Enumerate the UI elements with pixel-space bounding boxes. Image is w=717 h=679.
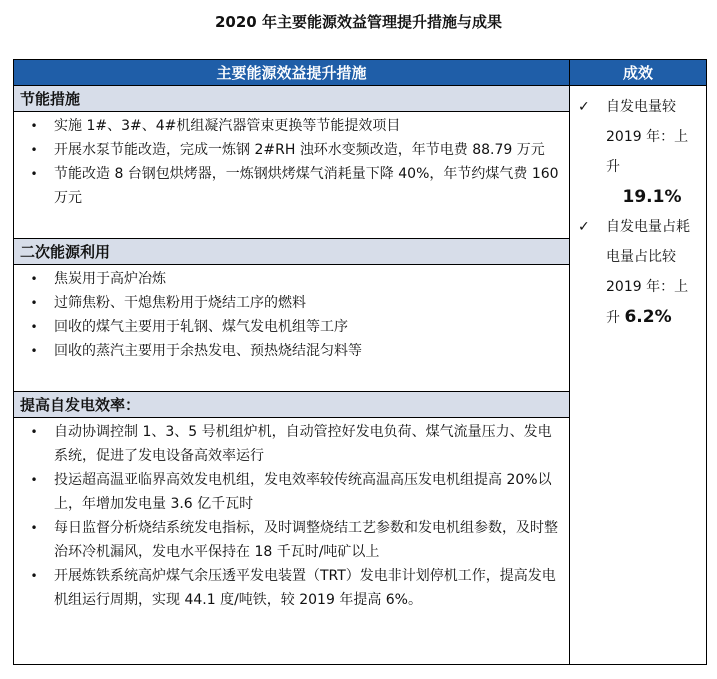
result-text: 自发电量较 2019 年：上升 xyxy=(606,99,689,175)
document-title: 2020 年主要能源效益管理提升措施与成果 xyxy=(215,13,502,31)
bullet-icon: • xyxy=(30,319,38,334)
check-icon: ✓ xyxy=(578,219,590,235)
list-item: • 每日监督分析烧结系统发电指标，及时调整烧结工艺参数和发电机组参数，及时整治环冷机漏风，发电水平保持在 18 千瓦时/吨矿以上 xyxy=(14,516,563,564)
result-text: 自发电量占耗电量占比较 2019 年：上升 xyxy=(606,219,690,326)
list-item: • 回收的蒸汽主要用于余热发电、预热烧结混匀料等 xyxy=(14,339,563,363)
result-item xyxy=(578,92,698,212)
result-value: 19.1% xyxy=(622,187,682,207)
list-item: • 开展水泵节能改造，完成一炼钢 2#RH 浊环水变频改造，年节电费 88.79 万元 xyxy=(14,138,563,162)
bullet-icon: • xyxy=(30,424,38,439)
list-item: • 实施 1#、3#、4#机组凝汽器管束更换等节能提效项目 xyxy=(14,114,563,138)
measures-results-table xyxy=(13,59,707,665)
bullet-icon: • xyxy=(30,343,38,358)
section-items-energy-saving xyxy=(14,112,570,239)
header-measures: 主要能源效益提升措施 xyxy=(14,60,570,86)
list-item: • 回收的煤气主要用于轧钢、煤气发电机组等工序 xyxy=(14,315,563,339)
result-value: 6.2% xyxy=(624,307,672,327)
section-items-secondary-energy xyxy=(14,264,570,391)
section-heading-secondary-energy: 二次能源利用 xyxy=(14,238,570,264)
list-item: • 自动协调控制 1、3、5 号机组炉机，自动管控好发电负荷、煤气流量压力、发电系统，促进了发电设备高效率运行 xyxy=(14,420,563,468)
bullet-icon: • xyxy=(30,520,38,535)
list-item: • 节能改造 8 台钢包烘烤器，一炼钢烘烤煤气消耗量下降 40%，年节约煤气费 160 万元 xyxy=(14,162,563,210)
check-icon: ✓ xyxy=(578,99,590,115)
section-row xyxy=(14,86,707,112)
bullet-icon: • xyxy=(30,119,38,133)
list-item: • 投运超高温亚临界高效发电机组，发电效率较传统高温高压发电机组提高 20%以上，年增加发电量 3.6 亿千瓦时 xyxy=(14,468,563,516)
list-item: • 过筛焦粉、干熄焦粉用于烧结工序的燃料 xyxy=(14,291,563,315)
bullet-icon: • xyxy=(30,295,38,310)
results-cell xyxy=(570,86,707,665)
section-items-self-generation xyxy=(14,417,570,664)
list-item: • 开展炼铁系统高炉煤气余压透平发电装置（TRT）发电非计划停机工作，提高发电机组运行周期，实现 44.1 度/吨铁，较 2019 年提高 6%。 xyxy=(14,564,563,612)
bullet-icon: • xyxy=(30,568,38,583)
section-heading-energy-saving: 节能措施 xyxy=(14,86,570,112)
table-header-row xyxy=(14,60,707,86)
bullet-icon: • xyxy=(30,143,38,157)
bullet-icon: • xyxy=(30,167,38,181)
result-item xyxy=(578,212,698,333)
list-item: • 焦炭用于高炉冶炼 xyxy=(14,267,563,291)
bullet-icon: • xyxy=(30,472,38,487)
bullet-icon: • xyxy=(30,271,38,286)
header-results: 成效 xyxy=(570,60,707,86)
section-heading-self-generation: 提高自发电效率： xyxy=(14,391,570,417)
